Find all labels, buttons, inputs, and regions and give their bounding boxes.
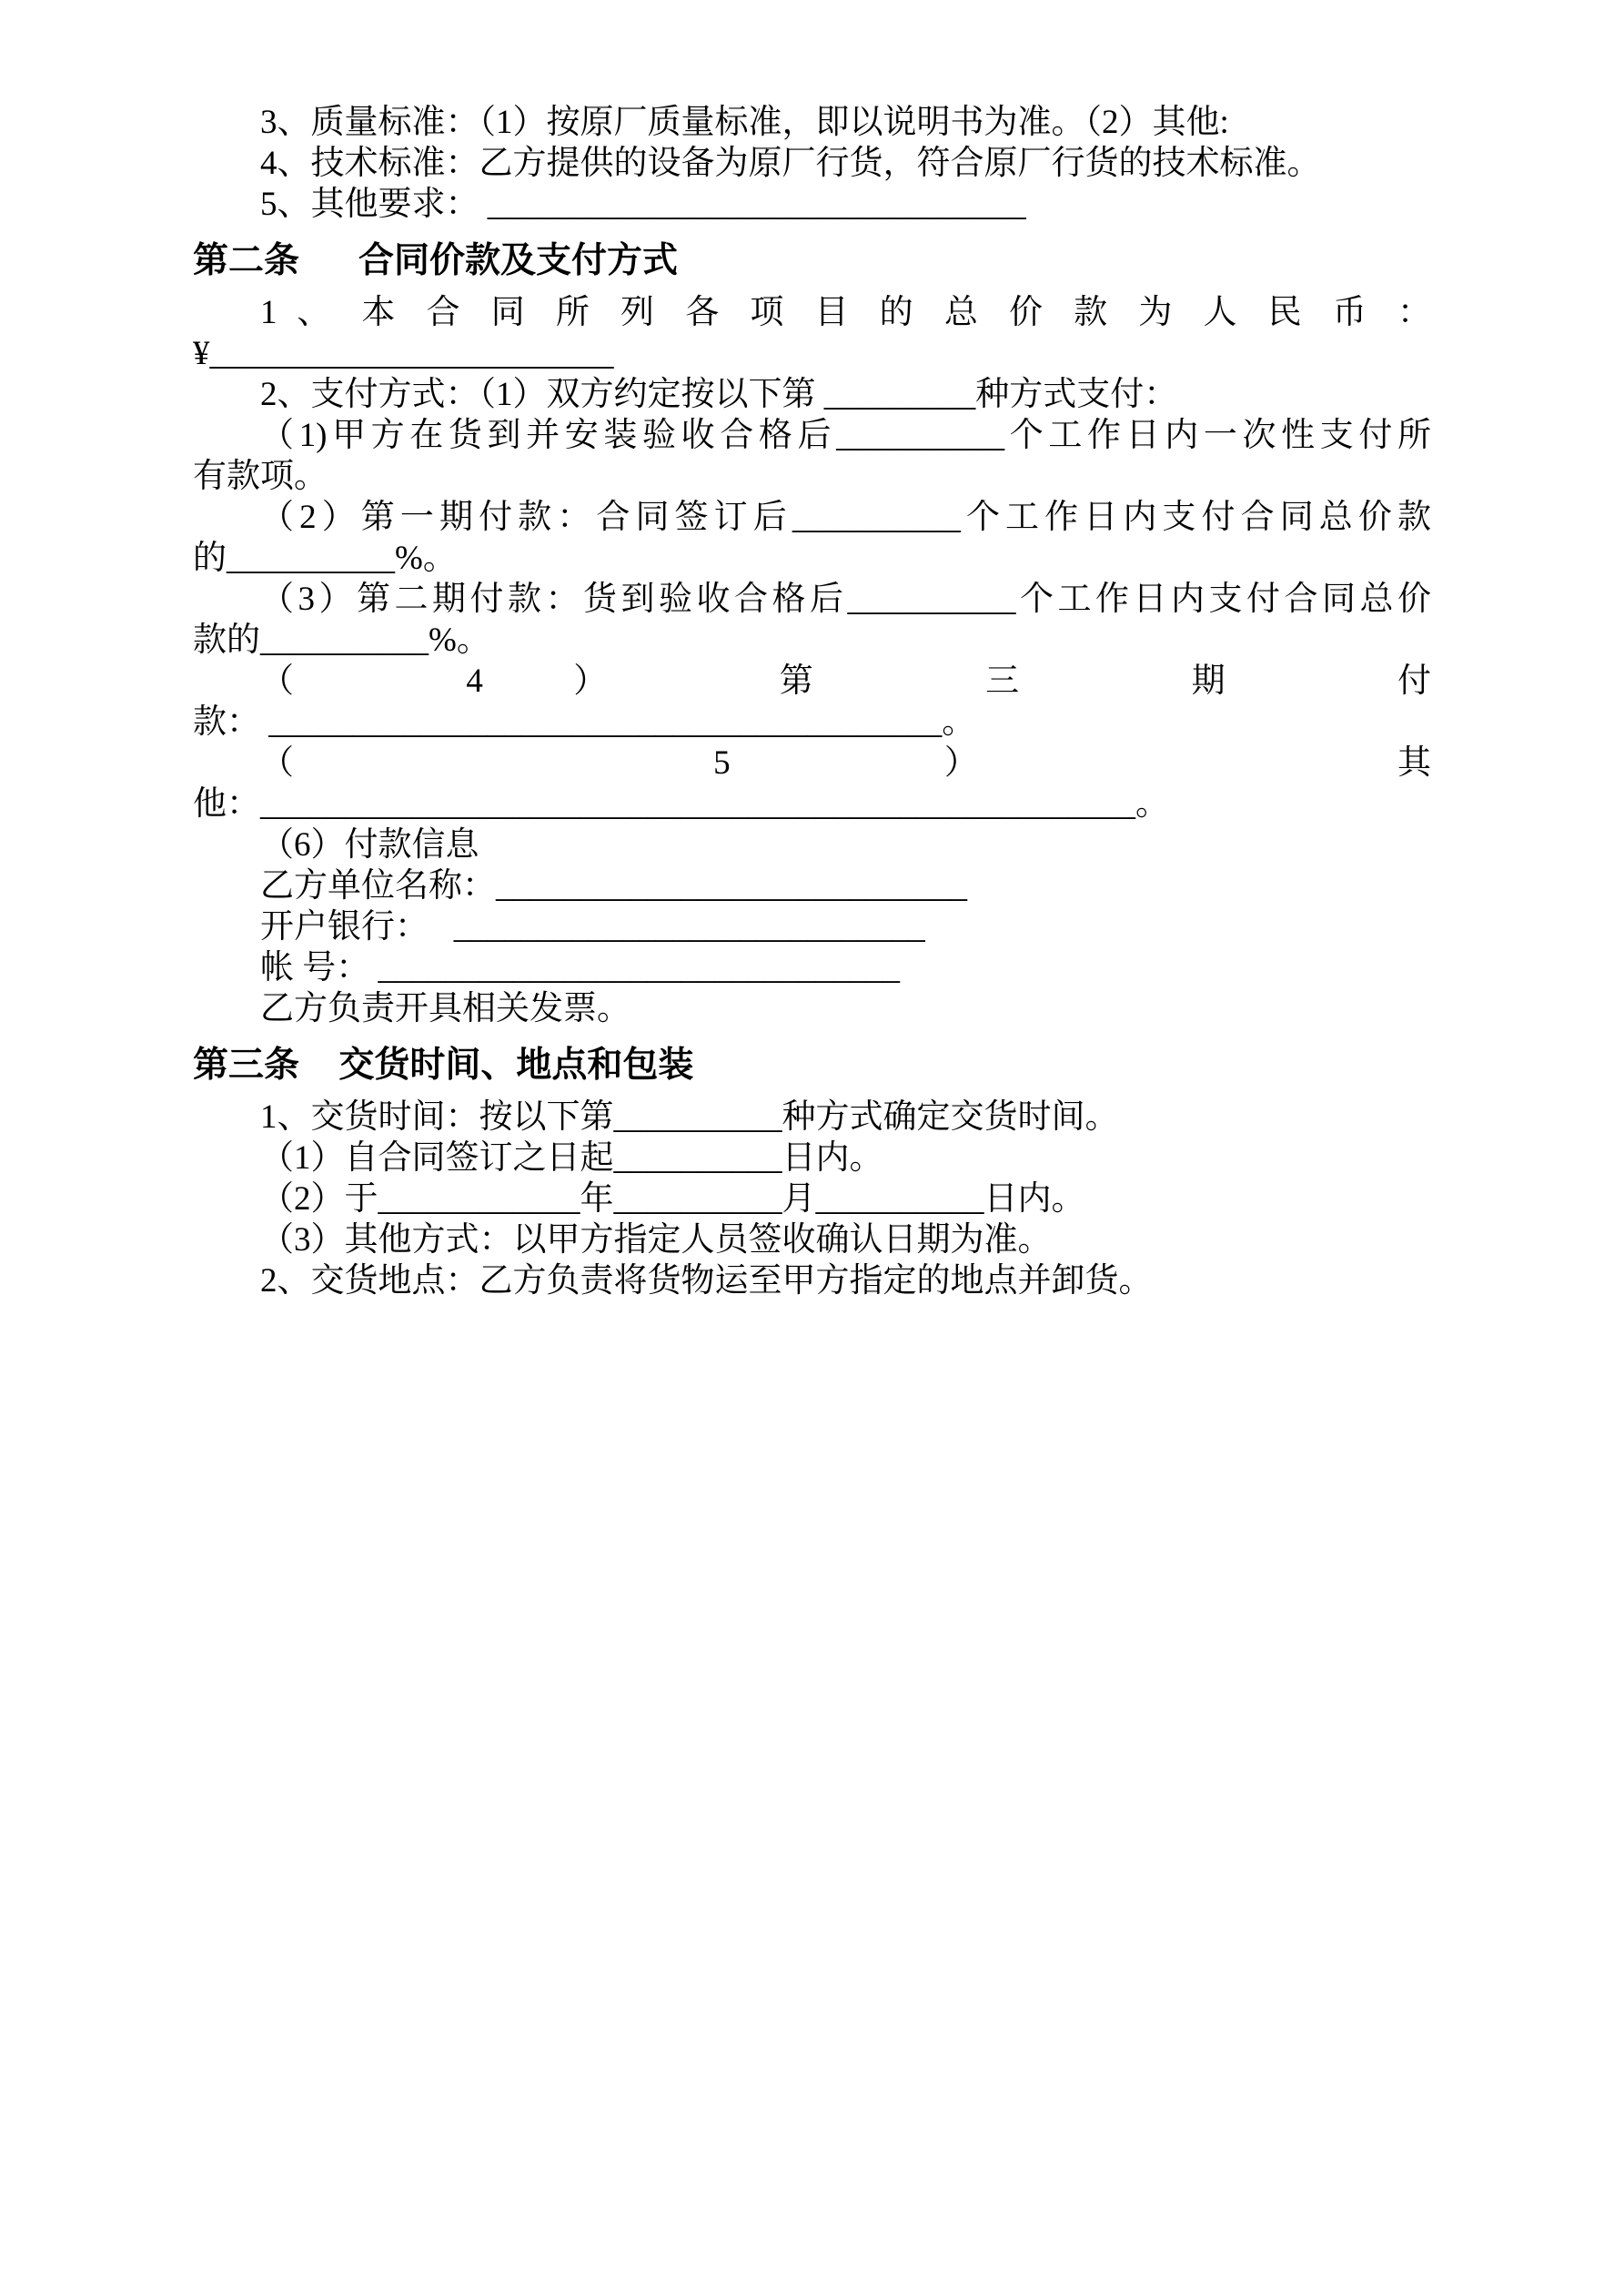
paragraph-line: 4、技术标准：乙方提供的设备为原厂行货，符合原厂行货的技术标准。 — [260, 145, 1321, 182]
paragraph-line: 1 、 本 合 同 所 列 各 项 目 的 总 价 款 为 人 民 币 ： — [260, 294, 1431, 331]
paragraph-line: 5、其他要求： ________________________________ — [260, 186, 1026, 223]
paragraph-line: 他：____________________________________________________。 — [193, 785, 1169, 823]
paragraph-line: 款的__________%。 — [193, 622, 490, 659]
paragraph-line: （3）第二期付款：货到验收合格后__________个工作日内支付合同总价 — [260, 581, 1431, 618]
paragraph-line: 开户银行： ____________________________ — [260, 908, 925, 946]
paragraph-line: 2、交货地点：乙方负责将货物运至甲方指定的地点并卸货。 — [260, 1262, 1153, 1300]
paragraph-line: 2、支付方式：（1）双方约定按以下第 _________种方式支付： — [260, 376, 1178, 413]
paragraph-line: （ 4 ） 第 三 期 付 — [260, 663, 1431, 700]
paragraph-line: （6）付款信息 — [260, 826, 479, 864]
paragraph-line: （ 5 ） 其 — [260, 744, 1431, 782]
paragraph-line: （3）其他方式：以甲方指定人员签收确认日期为准。 — [260, 1221, 1052, 1259]
paragraph-line: 3、质量标准：（1）按原厂质量标准，即以说明书为准。（2）其他: — [260, 104, 1229, 141]
section-heading: 第二条 合同价款及支付方式 — [193, 241, 679, 280]
paragraph-line: （2）第一期付款：合同签订后__________个工作日内支付合同总价款 — [260, 499, 1431, 536]
paragraph-line: 有款项。 — [193, 458, 328, 495]
paragraph-line: 乙方单位名称：____________________________ — [260, 867, 967, 905]
paragraph-line: 款： ________________________________________。 — [193, 703, 976, 741]
paragraph-line: 的__________%。 — [193, 540, 457, 577]
section-heading: 第三条 交货时间、地点和包装 — [193, 1046, 694, 1085]
paragraph-line: 帐 号： _______________________________ — [260, 949, 900, 986]
paragraph-line: 乙方负责开具相关发票。 — [260, 990, 630, 1027]
paragraph-line: （2）于____________年__________月__________日内。 — [260, 1180, 1085, 1218]
paragraph-line: ¥________________________ — [193, 335, 614, 372]
paragraph-line: （1)甲方在货到并安装验收合格后__________个工作日内一次性支付所 — [260, 417, 1431, 454]
paragraph-line: 1、交货时间：按以下第__________种方式确定交货时间。 — [260, 1098, 1119, 1136]
paragraph-line: （1）自合同签订之日起__________日内。 — [260, 1139, 883, 1177]
